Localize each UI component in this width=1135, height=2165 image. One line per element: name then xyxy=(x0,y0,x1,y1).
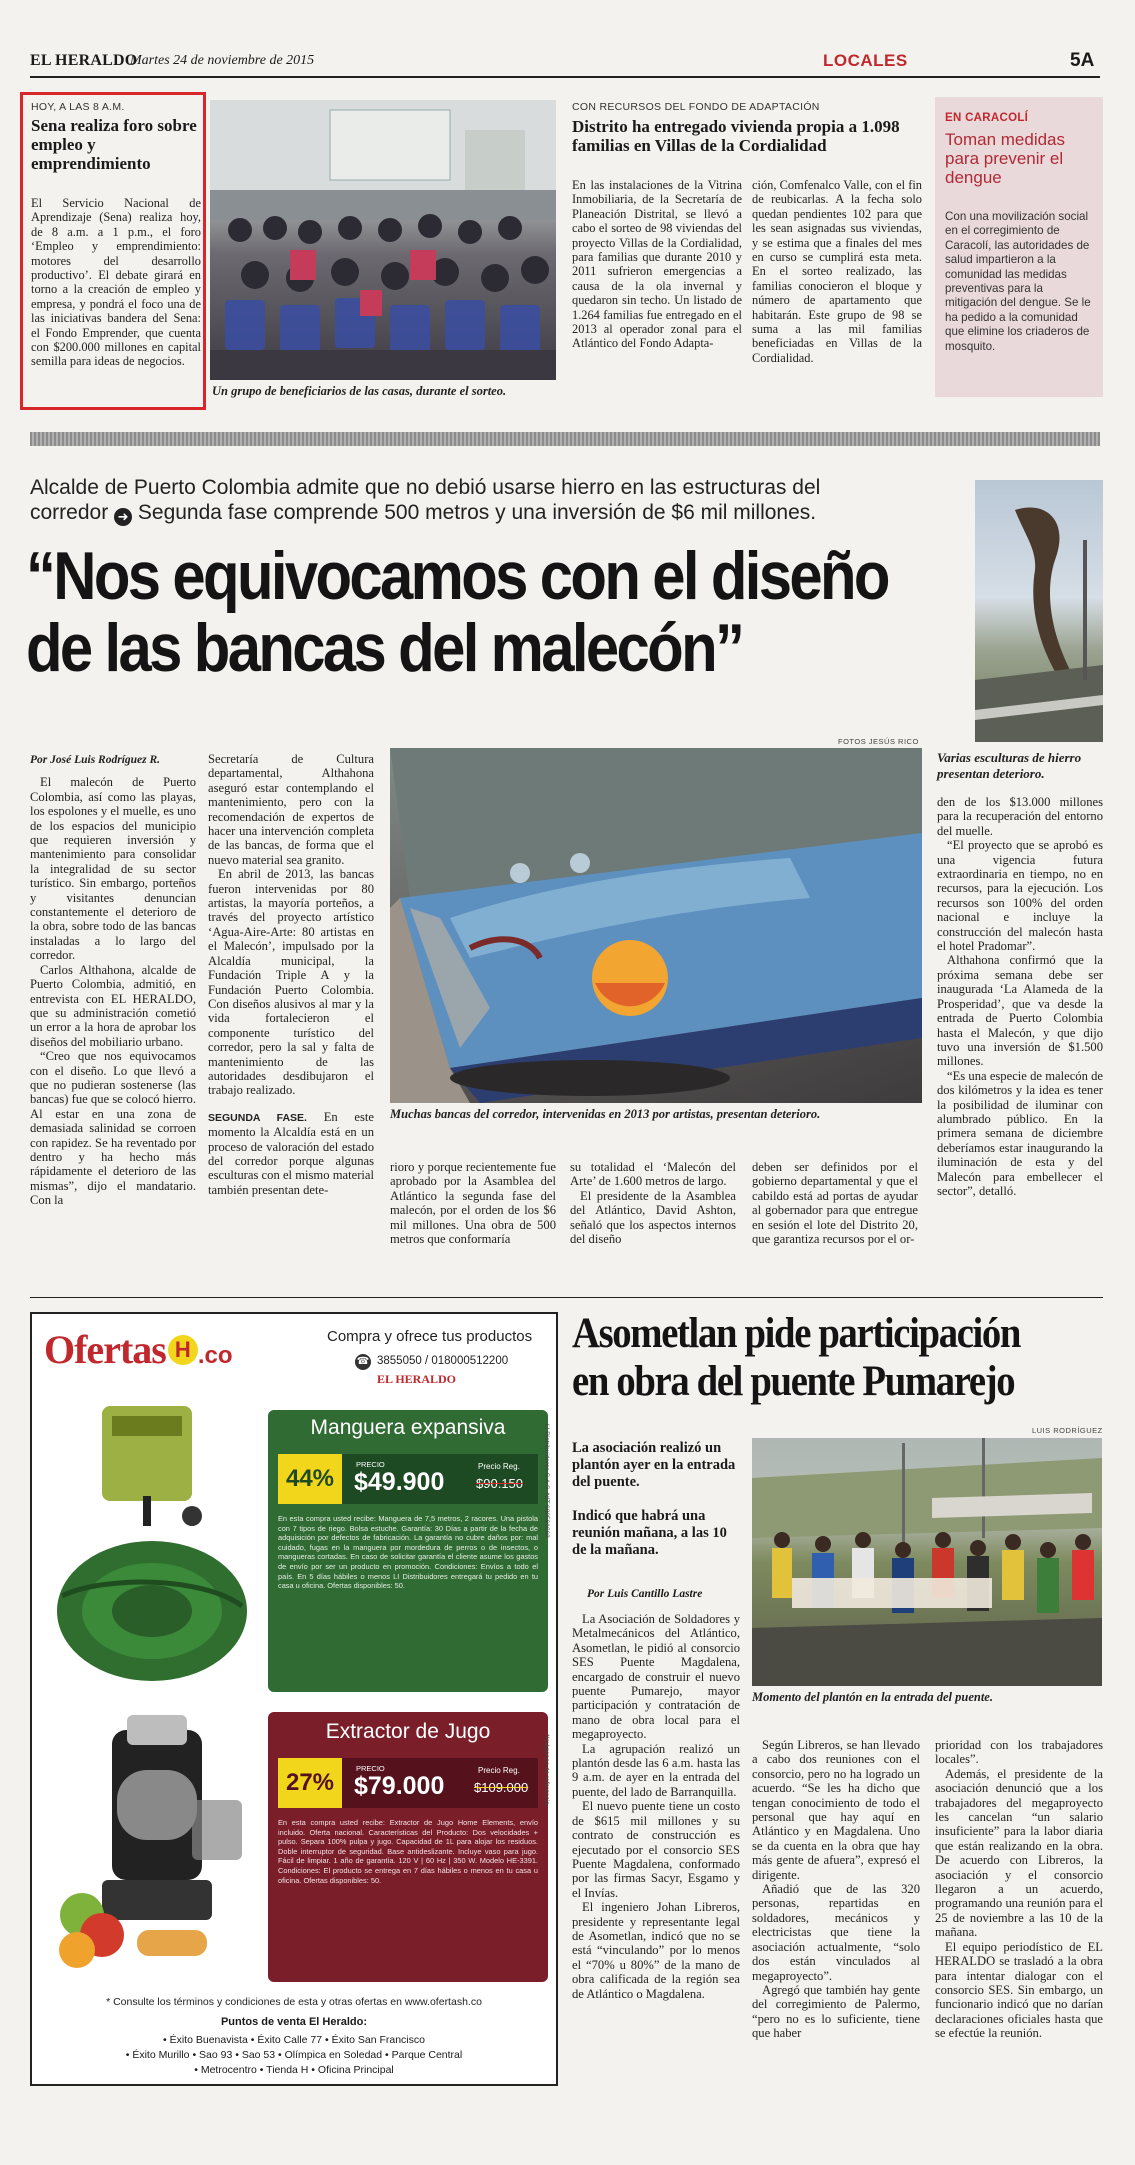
masthead xyxy=(30,48,1100,76)
malecon-col1-p3: “Creo que nos equivocamos con el diseño. Lo que llevó a que no pudieran sostenerse (las bancas) fue que se colocó hierro. Al estar en una zona de demasiada salinidad se corroen con rapidez. Se ha reventado por dentro y ha hecho más rápidamente el deterioro de las mismas”, dijo el mandatario. Con la xyxy=(30,1049,196,1208)
malecon-headline-line1: “Nos equivocamos con el diseño xyxy=(26,538,888,614)
malecon-col2-p1: Secretaría de Cultura departamental, Althahona aseguró estar contemplando el mantenimiento, pero con la recomendación de expertos de hacer una intervención completa de las bancas, de forma que el nuevo material sea granito. xyxy=(208,752,374,867)
asometlan-col3-p3: El equipo periodístico de EL HERALDO se trasladó a la obra para intentar dialogar con el consorcio SES. Sin embargo, un funcionario indicó que no darían declaraciones oficiales hasta que se efectúe la reunión. xyxy=(935,1939,1103,2041)
product2-price: $79.000 xyxy=(354,1772,445,1800)
masthead-rule xyxy=(30,76,1100,78)
planton-caption: Momento del plantón en la entrada del puente. xyxy=(752,1690,993,1704)
phone-icon: ☎ xyxy=(355,1354,371,1370)
malecon-col6-p3: Althahona confirmó que la próxima semana debe ser inaugurada ‘La Alameda de la Prosperidad’, que va desde la entrada de Puerto Colombia hasta el Malecón, y que dijo tuvo una inversión de $1.500 millones. xyxy=(937,953,1103,1069)
asometlan-headline xyxy=(572,1310,1058,1406)
malecon-byline: Por José Luis Rodríguez R. xyxy=(30,754,161,766)
product1-reg-label: Precio Reg. xyxy=(478,1462,520,1471)
malecon-col1 xyxy=(30,752,196,1208)
malecon-headline xyxy=(26,538,888,686)
product2-price-row xyxy=(278,1758,538,1808)
malecon-col5 xyxy=(752,1160,918,1246)
product1-terms: En esta compra usted recibe: Manguera de 7,5 metros, 2 racores. Una pistola con 7 tipos de riego. Bolsa estuche. Garantía: 30 Días a partir de la fecha de adquisición por defectos de fabricación. La garantía no cubre daños por: mal cuidado, fugas en la manguera por mordedura de perros o de insectos, o mangueras cortadas. En caso de solicitar garantía el cliente asume los gastos de envío por ser un producto en promoción. Condiciones: Envíos a todo el país. En 5 días hábiles o menos LI Distribuidores entregará tu pedido en tu casa u oficina. Ofertas disponibles: 50. xyxy=(278,1514,538,1591)
points-line1: • Éxito Buenavista • Éxito Calle 77 • Éxito San Francisco xyxy=(163,2034,425,2046)
bench-photo xyxy=(390,748,922,1103)
asometlan-byline: Por Luis Cantillo Lastre xyxy=(587,1588,703,1600)
product2-reg-label: Precio Reg. xyxy=(478,1766,520,1775)
dengue-kicker: EN CARACOLÍ xyxy=(945,112,1029,124)
segunda-fase-lead: SEGUNDA FASE. xyxy=(208,1111,307,1124)
ofertas-logo-suffix: .co xyxy=(197,1342,233,1369)
malecon-col6 xyxy=(937,795,1103,1198)
malecon-photo-credit: FOTOS JESÚS RICO xyxy=(838,737,919,746)
malecon-col2 xyxy=(208,752,374,1197)
ad-footer[interactable]: * Consulte los términos y condiciones de esta y otras ofertas en www.ofertash.co xyxy=(106,1996,482,2008)
product2-price-label: PRECIO xyxy=(356,1764,385,1773)
malecon-deck-part2: Segunda fase comprende 500 metros y una inversión de $6 mil millones. xyxy=(137,501,817,524)
product1-price: $49.900 xyxy=(354,1468,445,1496)
ad-tagline: Compra y ofrece tus productos xyxy=(327,1328,533,1345)
product2-discount: 27% xyxy=(278,1758,342,1808)
malecon-col4-p2: El presidente de la Asamblea del Atlántico, David Ashton, señaló que los aspectos internos del diseño xyxy=(570,1188,736,1247)
product2-title: Extractor de Jugo xyxy=(325,1720,491,1743)
vivienda-col2: ción, Comfenalco Valle, con el fin de reubicarlas. A la fecha solo quedan pendientes 102 para que les sean asignadas sus viviendas, y se estima que a finales del mes en curso se cumplirá esta meta. En el sorteo realizado, las familias conocieron el bloque y número de apartamento que habitarán. Este grupo de 98 se suma a las mil familias beneficiadas en Villas de la Cordialidad. xyxy=(752,178,922,365)
points-line3: • Metrocentro • Tienda H • Oficina Principal xyxy=(194,2064,394,2076)
points-title: Puntos de venta El Heraldo: xyxy=(220,2016,368,2028)
product1-price-row xyxy=(278,1454,538,1504)
asometlan-col1-p2: La agrupación realizó un plantón desde las 6 a.m. hasta las 9 a.m. de ayer en la entrada del puente, del lado de Barranquilla. xyxy=(572,1741,740,1799)
asometlan-col3 xyxy=(935,1738,1103,2041)
bench-caption: Muchas bancas del corredor, intervenidas en 2013 por artistas, presentan deterioro. xyxy=(390,1107,821,1121)
dengue-body: Con una movilización social en el corregimiento de Caracolí, las autoridades de salud impartieron a la comunidad las medidas preventivas para la mitigación del dengue. Se le ha pedido a la comunidad que elimine los criaderos de mosquito. xyxy=(945,210,1091,353)
sculpture-caption: Varias esculturas de hierro presentan deterioro. xyxy=(937,750,1082,781)
malecon-col5-p1: deben ser definidos por el gobierno departamental y que el cabildo está ad portas de ayudar al gobernador para que entregue en sesión el lote del Distrito 20, que garantiza recursos por el or- xyxy=(752,1160,918,1247)
malecon-col3-p1: rioro y porque recientemente fue aprobado por la Asamblea del Atlántico la segunda fase del malecón, por el orden de los $6 mil millones. Una obra de 500 metros que conformaría xyxy=(390,1160,556,1247)
malecon-col3 xyxy=(390,1160,556,1246)
asometlan-headline-line1: Asometlan pide participación xyxy=(572,1310,1021,1357)
product1-discount: 44% xyxy=(278,1454,342,1504)
product1-price-label: PRECIO xyxy=(356,1460,385,1469)
asometlan-photo-credit: LUIS RODRÍGUEZ xyxy=(1032,1426,1103,1435)
asometlan-col3-p1: prioridad con los trabajadores locales”. xyxy=(935,1738,1103,1767)
malecon-col4 xyxy=(570,1160,736,1246)
asometlan-col1 xyxy=(572,1612,740,2001)
malecon-col2-p2: En abril de 2013, las bancas fueron intervenidas por 80 artistas, la mayoría porteños, a través del proyecto artístico ‘Agua-Aire-Arte: 80 artistas en el Malecón’, impulsado por la Alcaldía municipal, la Fundación Triple A y la Fundación Puerto Colombia. Con diseños alusivos al mar y la vida fortalecieron el componente turístico del corredor, pero la sal y falta de mantenimiento de las autoridades desdibujaron el trabajo realizado. xyxy=(208,867,374,1098)
ofertas-logo[interactable] xyxy=(44,1326,233,1370)
product2-panel[interactable] xyxy=(268,1712,548,1982)
malecon-deck xyxy=(30,475,890,526)
dengue-title: Toman medidas para prevenir el dengue xyxy=(945,130,1066,187)
paper-name: EL HERALDO xyxy=(30,52,138,69)
ad-side-note2: *Imágenes de referencia. xyxy=(543,1734,550,1807)
malecon-col1-p1: El malecón de Puerto Colombia, así como las playas, los espolones y el muelle, es uno de los espacios del municipio que requieren inversión y mantenimiento para consolidar la integralidad de su sector turístico. Sin embargo, porteños y visitantes denuncian constantemente el deterioro de la obra, sobre todo de las bancas instaladas a lo largo del corredor. xyxy=(30,775,196,963)
asometlan-deck1: La asociación realizó un plantón ayer en la entrada del puente. xyxy=(572,1440,736,1490)
foro-body: El Servicio Nacional de Aprendizaje (Sena) realiza hoy, de 8 a.m. a 1 p.m., el foro ‘Empleo y emprendimiento: motores del desarrollo productivo’. El debate girará en torno a la creación de empleo y empresa, y pondrá el foco una de las iniciativas bandera del Sena: el Fondo Emprender, que cuenta con $200.000 millones en capital semilla para ideas de negocios. xyxy=(31,196,201,369)
asometlan-col3-p2: Además, el presidente de la asociación denunció que a los trabajadores del megaproyecto les cancelan “un salario insuficiente” para la labor diaria que están realizando en la obra. De acuerdo con Libreros, la asociación y el consorcio llegaron a un acuerdo, programando una reunión para el 25 de noviembre a las 10 de la mañana. xyxy=(935,1766,1103,1940)
malecon-bottom-rule xyxy=(30,1297,1103,1298)
asometlan-col1-p1: La Asociación de Soldadores y Metalmecánicos del Atlántico, Asometlan, le pidió al consorcio SES Puente Magdalena, encargado de construir el nuevo puente Pumarejo, mayor participación y contratación de mano de obra local para el megaproyecto. xyxy=(572,1612,740,1742)
asometlan-col2-p2: Añadió que de las 320 personas, repartidas en soldadores, mecánicos y electricistas que tiene la asociación actualmente, “solo dos están vinculados al megaproyecto”. xyxy=(752,1882,920,1983)
ofertas-logo-text: Ofertas xyxy=(44,1327,166,1372)
malecon-headline-line2: de las bancas del malecón” xyxy=(26,610,743,686)
asometlan-col1-p4: El ingeniero Johan Libreros, presidente y representante legal de Asometlan, indicó que no se está “vinculando” por lo menos el “70% u 80%” de la mano de obra calificada de la región sea de Atlántico o Magdalena. xyxy=(572,1900,740,2001)
hose-photo xyxy=(42,1396,264,1686)
ofertas-logo-badge: H xyxy=(168,1335,198,1365)
vivienda-kicker: CON RECURSOS DEL FONDO DE ADAPTACIÓN xyxy=(572,101,820,113)
product1-title: Manguera expansiva xyxy=(310,1416,506,1439)
points-line2: • Éxito Murillo • Sao 93 • Sao 53 • Olímpica en Soledad • Parque Central xyxy=(125,2049,463,2061)
sculpture-photo xyxy=(975,480,1103,742)
asometlan-col2 xyxy=(752,1738,920,2041)
product1-panel[interactable] xyxy=(268,1410,548,1692)
asometlan-col2-p1: Según Libreros, se han llevado a cabo dos reuniones con el consorcio, pero no ha logrado un acuerdo. “Se les ha dicho que tengan conocimiento de todo el personal que hay aquí en Atlántico y en Magdalena. Uno se da cuenta en la obra que hay más gente de afuera”, expresó el dirigente. xyxy=(752,1738,920,1882)
planton-photo xyxy=(752,1438,1102,1686)
malecon-col6-p1: den de los $13.000 millones para la recuperación del entorno del muelle. xyxy=(937,795,1103,838)
asometlan-col1-p3: El nuevo puente tiene un costo de $615 mil millones y su contrato de construcción es ejecutado por el consorcio SES Puente Magdalena, conformado por las firmas Sacyr, Esgamo y el Invías. xyxy=(572,1799,740,1900)
asometlan-headline-line2: en obra del puente Pumarejo xyxy=(572,1358,1015,1405)
section-divider xyxy=(30,432,1100,446)
product1-reg-price: $90.150 xyxy=(476,1476,523,1491)
issue-date: Martes 24 de noviembre de 2015 xyxy=(130,53,315,68)
vivienda-title: Distrito ha entregado vivienda propia a 1.098 familias en Villas de la Cordialidad xyxy=(572,117,900,155)
asometlan-deck2: Indicó que habrá una reunión mañana, a las 10 de la mañana. xyxy=(572,1508,727,1558)
ad-phone: 3855050 / 018000512200 xyxy=(377,1355,509,1367)
sorteo-photo xyxy=(210,100,556,380)
ofertas-ad xyxy=(30,1312,558,2086)
product2-reg-price: $109.000 xyxy=(474,1780,529,1795)
ad-side-note1: LI Distribuidores S.A.S. NIT 900591662 xyxy=(543,1424,550,1538)
sorteo-caption: Un grupo de beneficiarios de las casas, durante el sorteo. xyxy=(212,384,507,398)
foro-kicker: HOY, A LAS 8 A.M. xyxy=(31,101,125,113)
malecon-col4-p1: su totalidad el ‘Malecón del Arte’ de 1.600 metros de largo. xyxy=(570,1160,736,1189)
malecon-col6-p2: “El proyecto que se aprobó es una vigencia futura extraordinaria en tiempo, no en recursos, para la ejecución. Los recursos son 100% del orden nacional e incluye la construcción del malecón hasta el hotel Pradomar”. xyxy=(937,838,1103,954)
section-name: LOCALES xyxy=(823,51,908,70)
malecon-col6-p4: “Es una especie de malecón de dos kilómetros y la idea es tener la posibilidad de iluminar con alumbrado público. En la primera semana de diciembre deberíamos estar inaugurando la iluminación de esta y del Malecón para embellecer el sector”, detalló. xyxy=(937,1068,1103,1198)
asometlan-col2-p3: Agregó que también hay gente del corregimiento de Palermo, “pero no es lo suficiente, tiene que haber xyxy=(752,1982,920,2041)
arrow-right-icon: ➜ xyxy=(114,508,132,526)
product2-terms: En esta compra usted recibe: Extractor de Jugo Home Elements, envío incluido. Oferta nacional. Características del Producto: Dos velocidades + pulso. Separa 100% pulpa y jugo. Capacidad de 1L para alojar los residuos. Doble interruptor de seguridad. Base antideslizante. Incluye vaso para jugo. Fácil de limpiar. 1 año de garantía. 120 V | 60 Hz | 350 W. Modelo HE-3391. Condiciones: El producto se entrega en 7 días hábiles o menos en tu casa u oficina. Ofertas disponibles: 50. xyxy=(278,1818,538,1885)
juicer-photo xyxy=(42,1710,264,1980)
ad-brand: EL HERALDO xyxy=(377,1372,457,1386)
vivienda-col1: En las instalaciones de la Vitrina Inmobiliaria, de la Secretaría de Planeación Distrital, se llevó a cabo el sorteo de 98 viviendas del proyecto Villas de la Cordialidad, para familias que durante 2010 y 2011 sufrieron emergencias a causa de la ola invernal y quedaron sin techo. Un listado de 1.264 familias fue entregado en el 2013 al operador zonal para el Atlántico del Fondo Adapta- xyxy=(572,178,742,351)
page-number: 5A xyxy=(1070,50,1095,71)
malecon-deck-part1: Alcalde de Puerto Colombia admite que no debió usarse hierro en las estructuras del corredor xyxy=(30,476,821,524)
foro-title: Sena realiza foro sobre empleo y emprendimiento xyxy=(31,116,197,173)
malecon-col1-p2: Carlos Althahona, alcalde de Puerto Colombia, admitió, en entrevista con EL HERALDO, que su administración cometió un error a la hora de aprobar los diseños del mobiliario urbano. xyxy=(30,962,196,1049)
malecon-col2-p3: SEGUNDA FASE. En este momento la Alcaldía está en un proceso de valoración del estado del corredor porque algunas esculturas con el mismo material también presentan dete- xyxy=(208,1109,375,1197)
